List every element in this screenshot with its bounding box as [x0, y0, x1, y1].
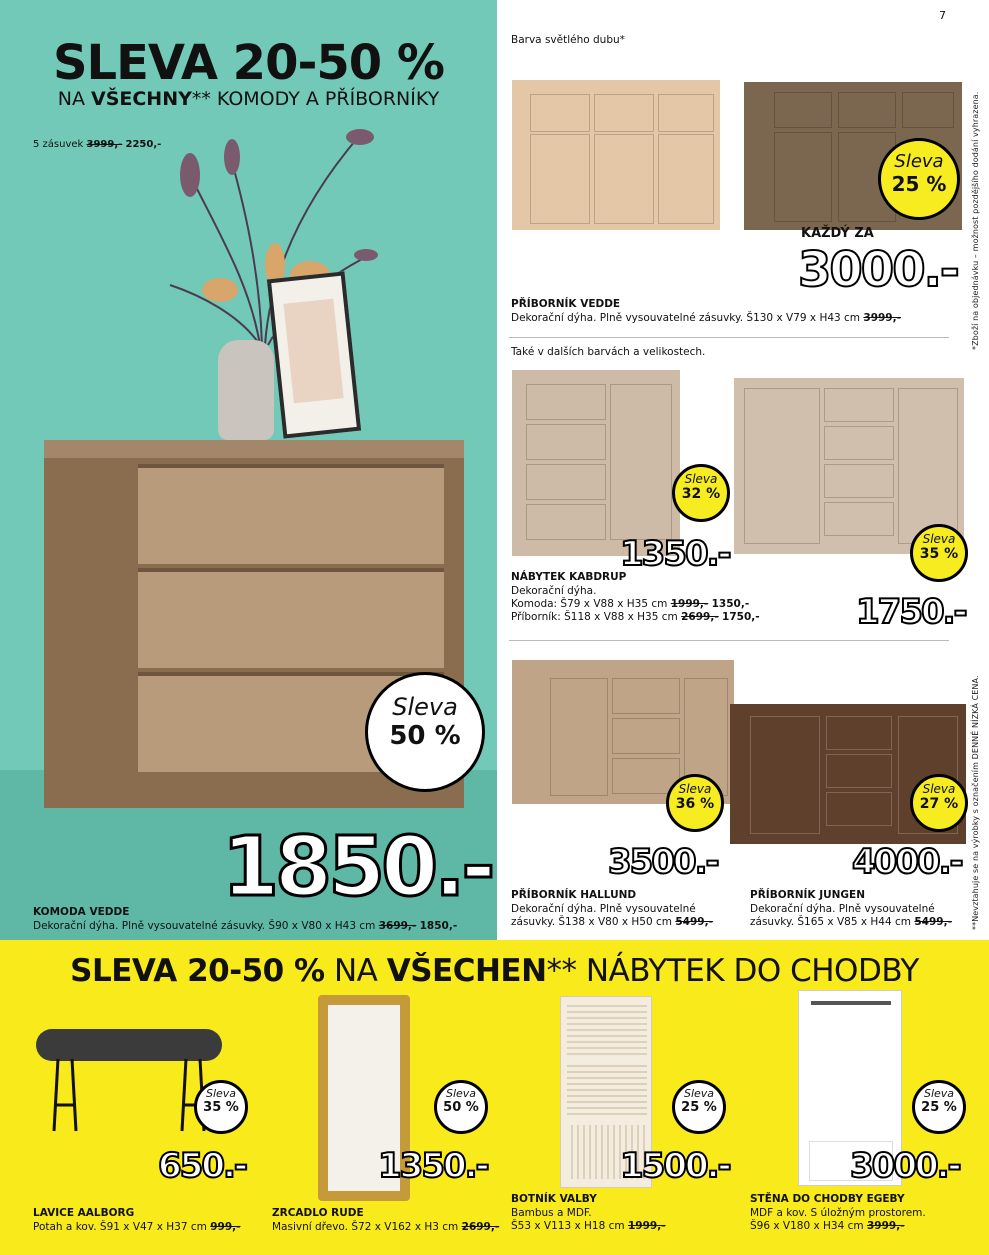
picture-frame	[267, 271, 361, 438]
color-note: Barva světlého dubu*	[511, 34, 625, 46]
product-desc: Dekorační dýha. Komoda: Š79 x V88 x H35 cm 1999,- 1350,- Příborník: Š118 x V88 x H35 cm 2699,- 1750,-	[511, 585, 760, 623]
side-note-order: *Zboží na objednávku – možnost pozdějšího dodání vyhrazena.	[971, 91, 980, 350]
discount-badge: Sleva 50 %	[434, 1080, 488, 1134]
hero-section	[0, 0, 497, 940]
variant-price: 5 zásuvek 3999,- 2250,-	[33, 139, 162, 150]
dresser-drawer	[138, 568, 444, 668]
valby-price: 1500.-	[620, 1146, 730, 1186]
discount-badge: Sleva 25 %	[878, 138, 960, 220]
dresser-drawer	[138, 464, 444, 564]
product-name: PŘÍBORNÍK HALLUND	[511, 889, 637, 901]
hero-title: SLEVA 20-50 %	[52, 35, 444, 91]
product-desc: Potah a kov. Š91 x V47 x H37 cm 999,-	[33, 1221, 241, 1233]
discount-badge: Sleva 36 %	[666, 774, 724, 832]
komoda-kabdrup-image	[512, 370, 680, 556]
product-desc: MDF a kov. S úložným prostorem. Š96 x V180 x H34 cm 3999,-	[750, 1207, 926, 1232]
divider	[509, 640, 949, 641]
product-name: NÁBYTEK KABDRUP	[511, 571, 627, 583]
divider	[509, 337, 949, 338]
side-note-exclusion: **Nevztahuje se na výrobky s označením DENNĚ NÍZKÁ CENA.	[971, 675, 980, 930]
hero-subtitle: NA VŠECHNY** KOMODY A PŘÍBORNÍKY	[57, 88, 440, 110]
hallway-title: SLEVA 20-50 % NA VŠECHEN** NÁBYTEK DO CHODBY	[70, 953, 919, 989]
discount-badge: Sleva 50 %	[365, 672, 485, 792]
priborník-vedde-light-image	[512, 80, 720, 230]
product-desc: Masivní dřevo. Š72 x V162 x H3 cm 2699,-	[272, 1221, 500, 1233]
product-name: PŘÍBORNÍK VEDDE	[511, 298, 621, 310]
product-name: STĚNA DO CHODBY EGEBY	[750, 1193, 905, 1205]
hero-price: 1850.-	[222, 820, 492, 915]
vedde-price: 3000.-	[798, 242, 958, 298]
vase	[218, 340, 274, 440]
page-number: 7	[939, 9, 946, 22]
discount-badge: Sleva 25 %	[672, 1080, 726, 1134]
each-label: KAŽDÝ ZA	[801, 226, 874, 241]
product-desc: Bambus a MDF. Š53 x V113 x H18 cm 1999,-	[511, 1207, 666, 1232]
egeby-price: 3000.-	[850, 1146, 960, 1186]
product-name: ZRCADLO RUDE	[272, 1207, 364, 1219]
product-name: PŘÍBORNÍK JUNGEN	[750, 889, 865, 901]
aalborg-price: 650.-	[158, 1146, 246, 1186]
jungen-price: 4000.-	[852, 842, 962, 882]
discount-badge: Sleva 25 %	[912, 1080, 966, 1134]
product-desc: Dekorační dýha. Plně vysouvatelné zásuvky. Š165 x V85 x H44 cm 5499,-	[750, 903, 952, 928]
product-desc: Dekorační dýha. Plně vysouvatelné zásuvky. Š90 x V80 x H43 cm 3699,- 1850,-	[33, 920, 458, 932]
dresser-top	[44, 440, 464, 458]
discount-badge: Sleva 32 %	[672, 464, 730, 522]
rude-price: 1350.-	[378, 1146, 488, 1186]
color-note: Také v dalších barvách a velikostech.	[511, 346, 706, 358]
discount-badge: Sleva 35 %	[910, 524, 968, 582]
product-name: LAVICE AALBORG	[33, 1207, 135, 1219]
product-desc: Dekorační dýha. Plně vysouvatelné zásuvky. Š130 x V79 x H43 cm 3999,-	[511, 312, 901, 324]
hallund-price: 3500.-	[608, 842, 718, 882]
product-desc: Dekorační dýha. Plně vysouvatelné zásuvky. Š138 x V80 x H50 cm 5499,-	[511, 903, 713, 928]
discount-badge: Sleva 35 %	[194, 1080, 248, 1134]
discount-badge: Sleva 27 %	[910, 774, 968, 832]
kabdrup-priborník-price: 1750.-	[856, 592, 966, 632]
kabdrup-komoda-price: 1350.-	[620, 534, 730, 574]
product-name: BOTNÍK VALBY	[511, 1193, 597, 1205]
product-name: KOMODA VEDDE	[33, 906, 130, 918]
